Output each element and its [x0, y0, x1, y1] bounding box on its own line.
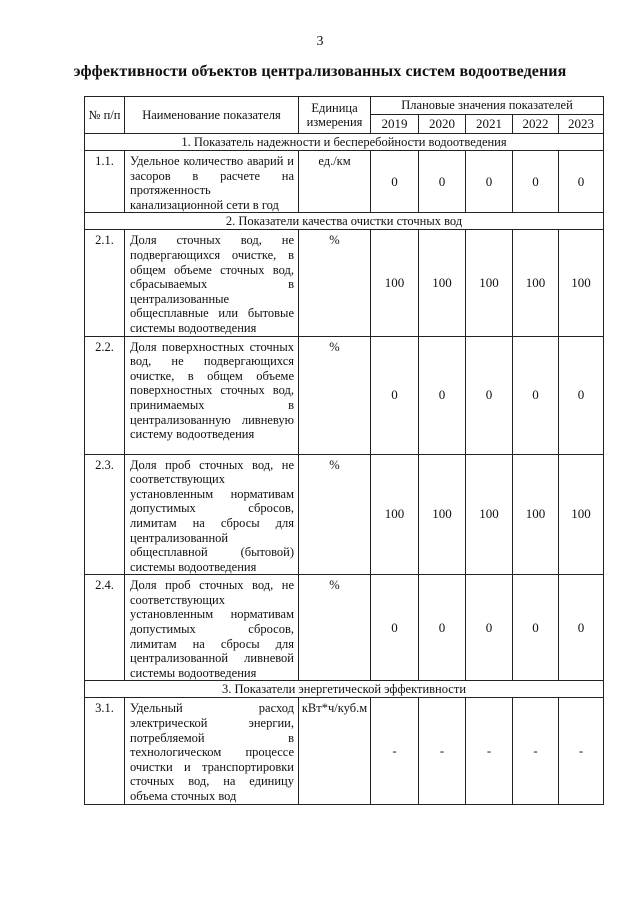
row-unit: % — [299, 454, 371, 575]
section-row — [85, 134, 604, 151]
row-value: 100 — [466, 230, 513, 336]
row-value: - — [513, 698, 559, 804]
row-value: 100 — [559, 230, 604, 336]
section-row — [85, 681, 604, 698]
row-num: 1.1. — [85, 151, 125, 213]
row-value: - — [419, 698, 466, 804]
row-value: 0 — [559, 336, 604, 454]
row-value: 0 — [559, 575, 604, 681]
row-value: 0 — [513, 151, 559, 213]
row-value: 0 — [419, 336, 466, 454]
header-name: Наименование показателя — [125, 97, 299, 134]
row-value: 100 — [513, 454, 559, 575]
table-header-row — [85, 97, 604, 115]
row-value: - — [371, 698, 419, 804]
row-unit: кВт*ч/куб.м — [299, 698, 371, 804]
header-plan: Плановые значения показателей — [371, 97, 604, 115]
row-unit: % — [299, 336, 371, 454]
table-row — [85, 454, 604, 575]
row-value: 100 — [466, 454, 513, 575]
row-value: 0 — [513, 575, 559, 681]
row-value: - — [466, 698, 513, 804]
indicators-table — [84, 96, 604, 805]
row-value: - — [559, 698, 604, 804]
section-row — [85, 213, 604, 230]
row-name: Доля сточных вод, не подвергающихся очистке, в общем объеме сточных вод, сбрасываемых в централизованные общесплавные или бытовые системы водоотведения — [125, 230, 299, 336]
table-row — [85, 230, 604, 336]
row-value: 0 — [371, 575, 419, 681]
header-year: 2023 — [559, 115, 604, 134]
header-num: № п/п — [85, 97, 125, 134]
header-year: 2021 — [466, 115, 513, 134]
row-name: Удельное количество аварий и засоров в расчете на протяженность канализационной сети в год — [125, 151, 299, 213]
row-name: Доля проб сточных вод, не соответствующих установленным нормативам допустимых сбросов, лимитам на сбросы для централизованной ливневой системы водоотведения — [125, 575, 299, 681]
row-value: 0 — [371, 151, 419, 213]
header-year: 2020 — [419, 115, 466, 134]
header-year: 2019 — [371, 115, 419, 134]
row-value: 0 — [419, 151, 466, 213]
row-value: 0 — [466, 575, 513, 681]
row-value: 0 — [419, 575, 466, 681]
row-value: 0 — [466, 151, 513, 213]
row-unit: % — [299, 575, 371, 681]
row-value: 0 — [513, 336, 559, 454]
table-row — [85, 151, 604, 213]
row-value: 0 — [559, 151, 604, 213]
row-value: 100 — [371, 230, 419, 336]
table-row — [85, 698, 604, 804]
row-name: Доля поверхностных сточных вод, не подвергающихся очистке, в общем объеме поверхностных сточных вод, принимаемых в централизованную ливневую систему водоотведения — [125, 336, 299, 454]
row-unit: % — [299, 230, 371, 336]
table-row — [85, 575, 604, 681]
table-row — [85, 336, 604, 454]
document-title: эффективности объектов централизованных систем водоотведения — [73, 63, 567, 80]
row-name: Доля проб сточных вод, не соответствующих установленным нормативам допустимых сбросов, лимитам на сбросы для централизованной общесплавной (бытовой) системы водоотведения — [125, 454, 299, 575]
row-value: 100 — [559, 454, 604, 575]
row-num: 2.3. — [85, 454, 125, 575]
section-title: 2. Показатели качества очистки сточных вод — [85, 213, 604, 230]
row-value: 0 — [466, 336, 513, 454]
row-value: 100 — [419, 230, 466, 336]
header-year: 2022 — [513, 115, 559, 134]
row-unit: ед./км — [299, 151, 371, 213]
row-value: 100 — [371, 454, 419, 575]
row-name: Удельный расход электрической энергии, потребляемой в технологическом процессе очистки и транспортировки сточных вод, на единицу объема сточных вод — [125, 698, 299, 804]
row-value: 100 — [513, 230, 559, 336]
row-num: 2.4. — [85, 575, 125, 681]
row-num: 3.1. — [85, 698, 125, 804]
row-num: 2.1. — [85, 230, 125, 336]
section-title: 1. Показатель надежности и бесперебойности водоотведения — [85, 134, 604, 151]
page-number: 3 — [316, 34, 324, 49]
row-value: 100 — [419, 454, 466, 575]
section-title: 3. Показатели энергетической эффективности — [85, 681, 604, 698]
row-num: 2.2. — [85, 336, 125, 454]
header-unit: Единица измерения — [299, 97, 371, 134]
row-value: 0 — [371, 336, 419, 454]
